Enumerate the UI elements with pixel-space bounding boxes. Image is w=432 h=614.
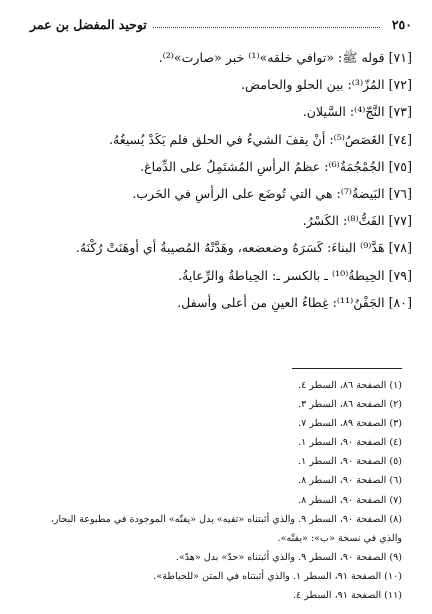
header-dot-leader [153,27,380,28]
footnote: (٣) الصفحة ٨٩، السطر ٧. [298,418,402,430]
running-header [30,14,412,34]
footnote: (٢) الصفحة ٨٦، السطر ٣. [298,399,402,411]
footnote: (٤) الصفحة ٩٠، السطر ١. [298,437,402,449]
glossary-entry: [٧٧] الفَتُّ⁽⁸⁾: الكَسْرُ. [302,213,412,229]
footnote: (٦) الصفحة ٩٠، السطر ٨. [298,475,402,487]
footnote-separator [292,368,402,369]
running-title: توحيد المفضل بن عمر [30,16,147,32]
glossary-entry: [٧٣] النَّجّ⁽⁴⁾: السَّيلان. [302,104,412,120]
glossary-entry: [٧٨] هَدَّ⁽⁹⁾ البناءَ: كَسَرَهُ وضعضعه، وهَدَّتْهُ المُصيبةُ أي أوهَنَتْ رُكْنَهُ. [75,240,412,256]
glossary-entry: [٧٥] الجُمْجُمَةُ⁽⁶⁾: عظمُ الرأسِ المُشتَمِلُ على الدِّماغ. [140,158,412,174]
glossary-entries [20,44,412,316]
glossary-entry: [٧٦] البَيضةُ⁽⁷⁾: هي التي تُوضَع على الرأسِ في الحَرب. [132,185,412,201]
footnote: (١٠) الصفحة ٩١، السطر ١. والذي أثبتناه في المتن «للحياطة». [153,570,402,582]
footnote: (١) الصفحة ٨٦، السطر ٤. [298,380,402,391]
glossary-entry: [٨٠] الجَفْنُ⁽¹¹⁾: غِطاءُ العينِ من أعلى وأسفل. [177,294,412,310]
footnote-continuation: والذي في نسخة «ب»: «يفتّه». [277,532,402,544]
glossary-entry: [٧١] قوله ﷺ: «توافي خلقه»⁽¹⁾ خبر «صارت»⁽²⁾. [158,50,412,65]
glossary-entry: [٧٩] الحِيطةُ⁽¹⁰⁾ ـ بالكسر ـ: الحِياطةُ والرِّعايةُ. [178,267,412,283]
glossary-entry: [٧٤] الغَصَصُ⁽⁵⁾: أنْ يقفَ الشيءُ في الحلق فلم يَكَدْ يُسيغُهُ. [109,131,412,147]
glossary-entry: [٧٢] المُزّ⁽³⁾: بين الحلو والحامض. [240,77,412,93]
footnote: (٩) الصفحة ٩٠، السطر ٩. والذي أثبتناه «حدّ» بدل «هدّ». [175,551,402,563]
page-number: ٢٥٠ [391,16,412,32]
footnote: (٧) الصفحة ٩٠، السطر ٨. [298,494,402,506]
footnote: (١١) الصفحة ٩١، السطر ٤. [292,590,402,602]
footnotes [18,376,402,605]
footnote: (٨) الصفحة ٩٠، السطر ٩. والذي أثبتناه «تفيه» بدل «يفتّه» الموجودة في مطبوعة البحار، [50,513,402,525]
footnote: (٥) الصفحة ٩٠، السطر ١. [298,456,402,468]
